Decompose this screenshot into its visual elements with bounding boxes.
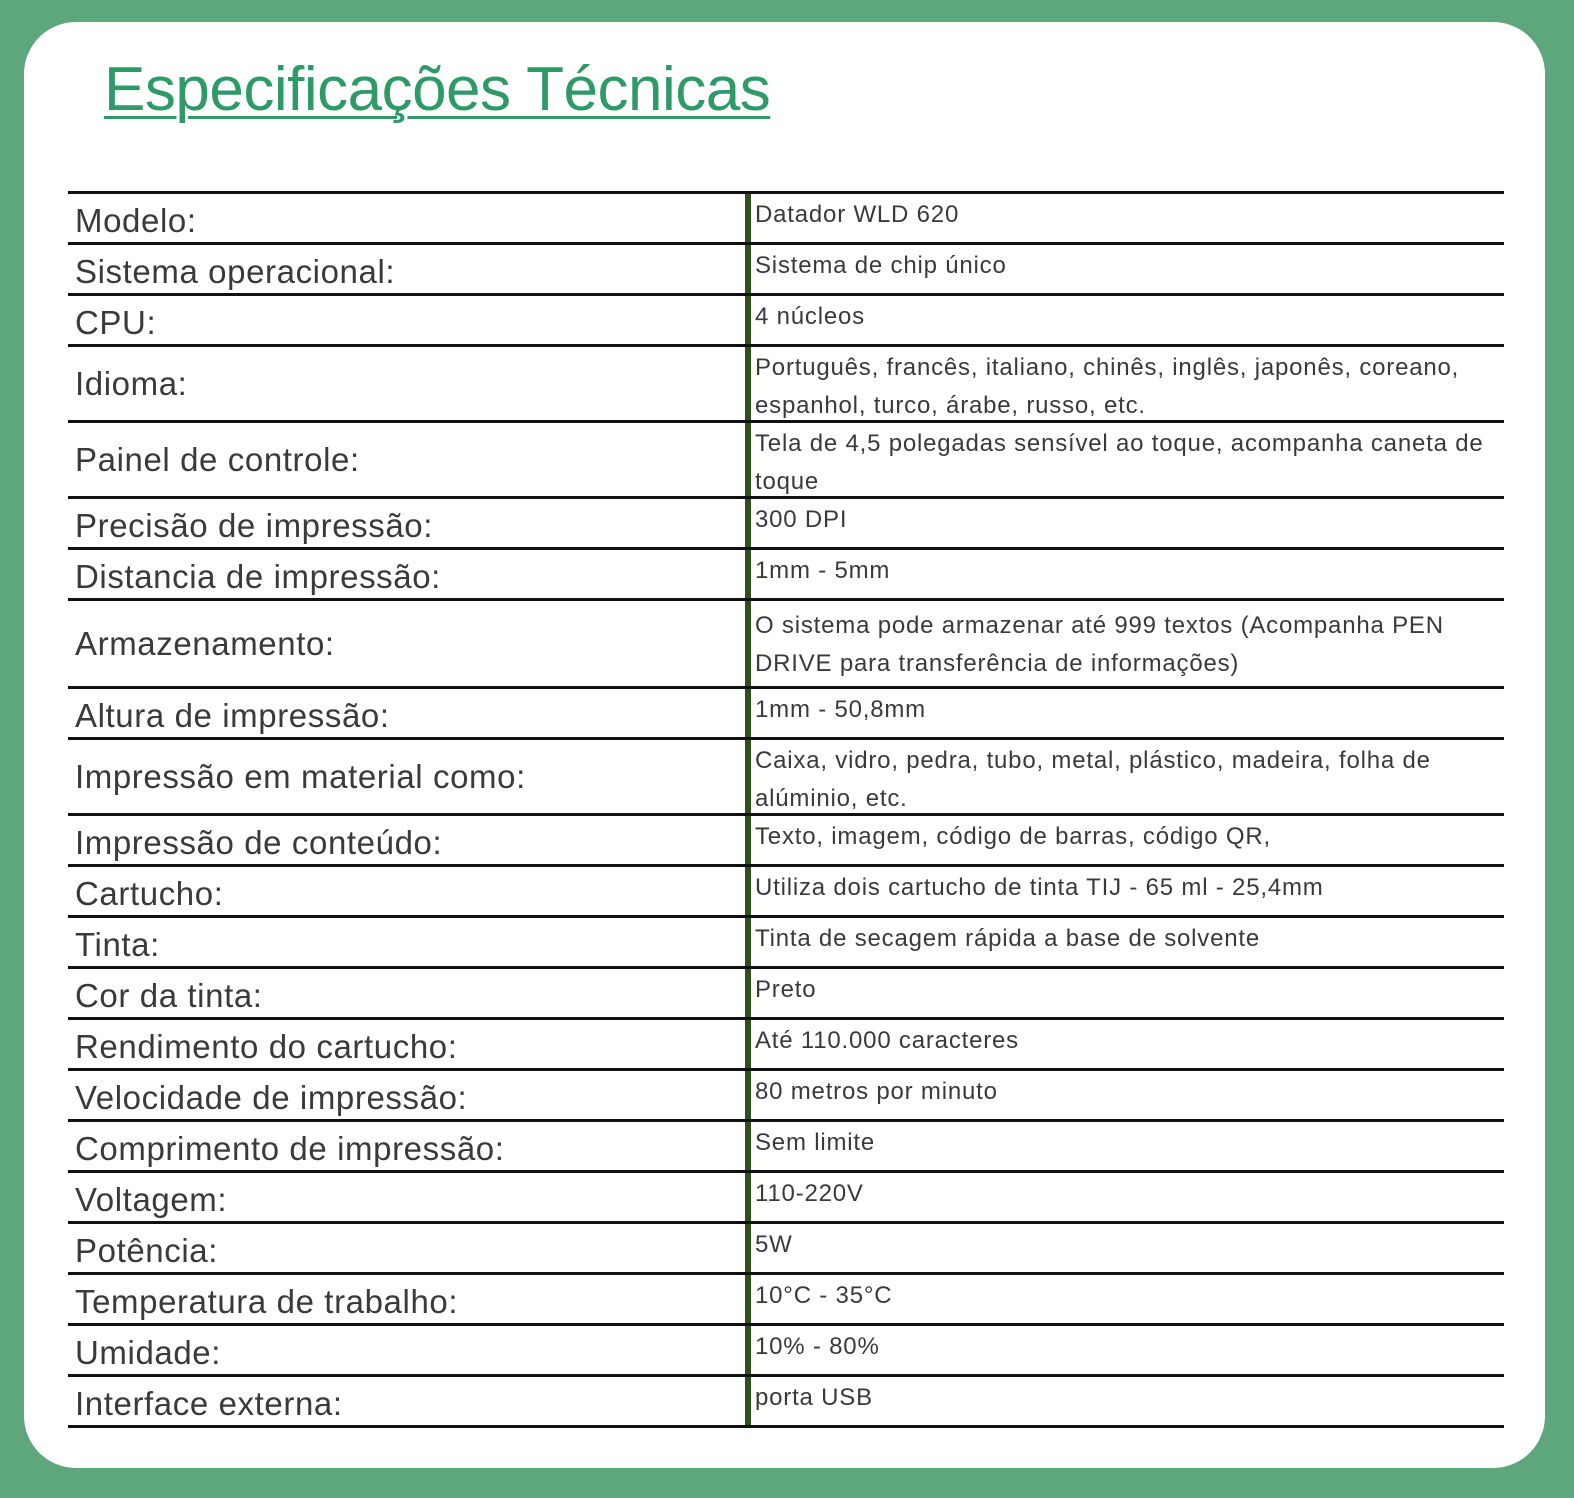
spec-value: O sistema pode armazenar até 999 textos (Acompanha PEN DRIVE para transferência de informações): [755, 612, 1444, 677]
spec-value: 1mm - 50,8mm: [755, 696, 926, 723]
spec-label: Comprimento de impressão:: [68, 1122, 751, 1170]
table-row: [68, 1275, 1504, 1326]
page-title: Especificações Técnicas: [104, 55, 771, 124]
table-row: [68, 296, 1504, 347]
spec-value: Sistema de chip único: [755, 252, 1007, 279]
spec-label: Potência:: [68, 1224, 751, 1272]
spec-label: Idioma:: [68, 347, 751, 420]
spec-label: Impressão em material como:: [68, 740, 751, 813]
spec-value: Utiliza dois cartucho de tinta TIJ - 65 ml - 25,4mm: [755, 874, 1324, 901]
spec-label: Precisão de impressão:: [68, 499, 751, 547]
spec-value: 10% - 80%: [755, 1333, 880, 1360]
table-row: [68, 347, 1504, 423]
spec-value: 5W: [755, 1231, 793, 1258]
spec-label: Distancia de impressão:: [68, 550, 751, 598]
spec-value: Português, francês, italiano, chinês, inglês, japonês, coreano, espanhol, turco, árabe, russo, etc.: [755, 354, 1460, 419]
spec-label: Tinta:: [68, 918, 751, 966]
spec-label: Rendimento do cartucho:: [68, 1020, 751, 1068]
spec-label: Altura de impressão:: [68, 689, 751, 737]
spec-value: Tinta de secagem rápida a base de solvente: [755, 925, 1261, 952]
spec-value: 80 metros por minuto: [755, 1078, 998, 1105]
table-row: [68, 499, 1504, 550]
table-row: [68, 1020, 1504, 1071]
spec-label: Voltagem:: [68, 1173, 751, 1221]
spec-value: Preto: [755, 976, 817, 1003]
spec-label: Cartucho:: [68, 867, 751, 915]
table-row: [68, 550, 1504, 601]
table-row: [68, 1224, 1504, 1275]
spec-label: Modelo:: [68, 194, 751, 242]
table-row: [68, 1071, 1504, 1122]
table-row: [68, 969, 1504, 1020]
spec-value: 1mm - 5mm: [755, 557, 891, 584]
spec-value: 110-220V: [755, 1180, 864, 1207]
spec-value: Sem limite: [755, 1129, 876, 1156]
table-row: [68, 816, 1504, 867]
specs-table: [68, 191, 1504, 1428]
spec-label: Interface externa:: [68, 1377, 751, 1425]
table-row: [68, 740, 1504, 816]
spec-label: Armazenamento:: [68, 601, 751, 686]
spec-label: Velocidade de impressão:: [68, 1071, 751, 1119]
table-row: [68, 1173, 1504, 1224]
spec-value: Texto, imagem, código de barras, código QR,: [755, 823, 1271, 850]
table-row: [68, 1377, 1504, 1428]
spec-value: Caixa, vidro, pedra, tubo, metal, plástico, madeira, folha de alúminio, etc.: [755, 747, 1431, 812]
spec-label: Umidade:: [68, 1326, 751, 1374]
table-row: [68, 1326, 1504, 1377]
table-row: [68, 867, 1504, 918]
spec-label: Temperatura de trabalho:: [68, 1275, 751, 1323]
spec-label: Sistema operacional:: [68, 245, 751, 293]
spec-value: 300 DPI: [755, 506, 848, 533]
spec-label: Impressão de conteúdo:: [68, 816, 751, 864]
table-row: [68, 1122, 1504, 1173]
table-row: [68, 194, 1504, 245]
spec-label: Painel de controle:: [68, 423, 751, 496]
spec-label: CPU:: [68, 296, 751, 344]
table-row: [68, 245, 1504, 296]
spec-value: 4 núcleos: [755, 303, 865, 330]
spec-value: Datador WLD 620: [755, 201, 960, 228]
table-row: [68, 918, 1504, 969]
table-row: [68, 423, 1504, 499]
table-row: [68, 601, 1504, 689]
spec-value: porta USB: [755, 1384, 873, 1411]
table-row: [68, 689, 1504, 740]
spec-value: Até 110.000 caracteres: [755, 1027, 1019, 1054]
spec-value: 10°C - 35°C: [755, 1282, 893, 1309]
spec-value: Tela de 4,5 polegadas sensível ao toque, acompanha caneta de toque: [755, 430, 1484, 495]
spec-label: Cor da tinta:: [68, 969, 751, 1017]
